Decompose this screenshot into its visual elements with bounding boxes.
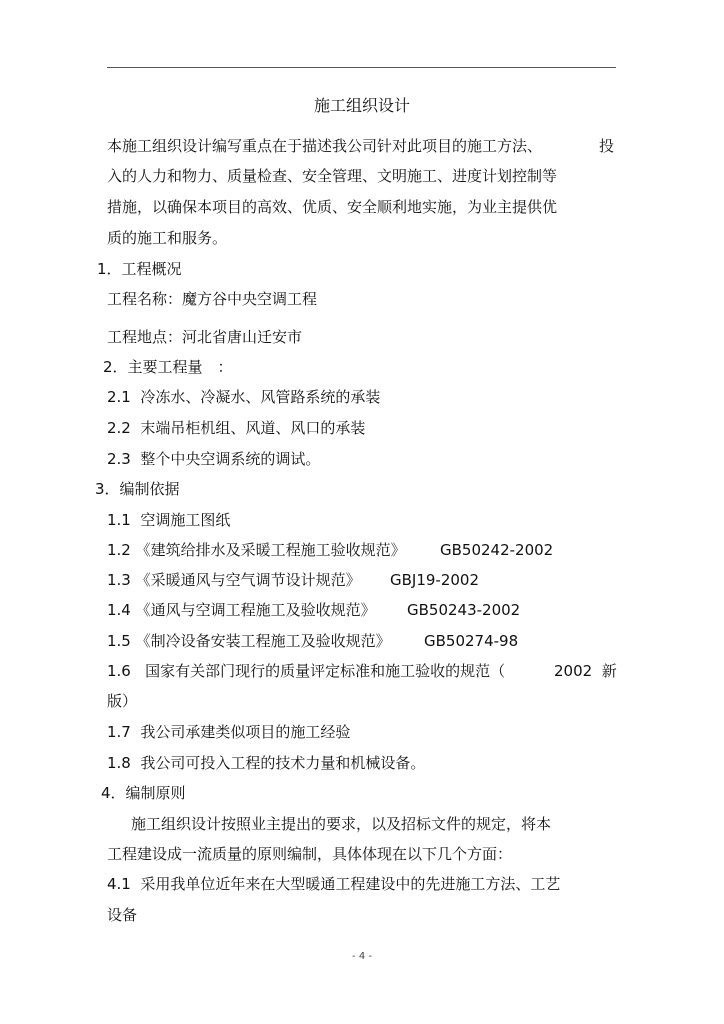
standard-code: GB50274-98	[424, 632, 519, 650]
project-location: 工程地点：河北省唐山迁安市	[107, 328, 303, 346]
section-4-heading: 4．编制原则	[101, 784, 186, 802]
scope-item: 2.1 冷冻水、冷凝水、风管路系统的承装	[107, 388, 381, 406]
basis-item: 1.6 国家有关部门现行的质量评定标准和施工验收的规范（	[107, 662, 506, 680]
section-2-heading: 2．主要工程量 ：	[103, 358, 233, 376]
basis-item: 1.1 空调施工图纸	[107, 511, 231, 529]
basis-item: 1.2 《建筑给排水及采暖工程施工验收规范》	[107, 541, 406, 559]
basis-item: 1.8 我公司可投入工程的技术力量和机械设备。	[107, 754, 426, 772]
scope-item: 2.2 末端吊柜机组、风道、风口的承装	[107, 419, 366, 437]
scope-item: 2.3 整个中央空调系统的调试。	[107, 450, 321, 468]
project-name: 工程名称：魔方谷中央空调工程	[107, 290, 318, 308]
basis-item-end: 2002 新	[554, 662, 617, 680]
standard-code: GB50242-2002	[440, 541, 554, 559]
intro-line-3: 措施，以确保本项目的高效、优质、安全顺利地实施，为业主提供优	[107, 198, 558, 216]
standard-code: GB50243-2002	[407, 601, 521, 619]
intro-line-2: 入的人力和物力、质量检查、安全管理、文明施工、进度计划控制等	[107, 167, 558, 185]
section-1-heading: 1．工程概况	[97, 260, 182, 278]
principle-item: 4.1 采用我单位近年来在大型暖通工程建设中的先进施工方法、工艺	[107, 875, 561, 893]
standard-code: GBJ19-2002	[390, 571, 480, 589]
section-3-heading: 3．编制依据	[95, 480, 180, 498]
document-title: 施工组织设计	[313, 96, 410, 115]
basis-item: 1.5 《制冷设备安装工程施工及验收规范》	[107, 632, 391, 650]
intro-line-1-end: 投	[599, 137, 615, 155]
basis-item: 1.7 我公司承建类似项目的施工经验	[107, 723, 351, 741]
header-rule	[107, 67, 616, 68]
page-number: - 4 -	[352, 951, 372, 962]
intro-line-1: 本施工组织设计编写重点在于描述我公司针对此项目的施工方法、	[107, 137, 543, 155]
intro-line-4: 质的施工和服务。	[107, 229, 228, 247]
basis-item: 1.4 《通风与空调工程施工及验收规范》	[107, 601, 376, 619]
principle-paragraph: 工程建设成一流质量的原则编制，具体体现在以下几个方面：	[107, 845, 513, 863]
principle-paragraph: 施工组织设计按照业主提出的要求，以及招标文件的规定，将本	[131, 815, 552, 833]
basis-item-cont: 版）	[107, 692, 138, 710]
principle-item-cont: 设备	[107, 906, 138, 924]
basis-item: 1.3 《采暖通风与空气调节设计规范》	[107, 571, 361, 589]
